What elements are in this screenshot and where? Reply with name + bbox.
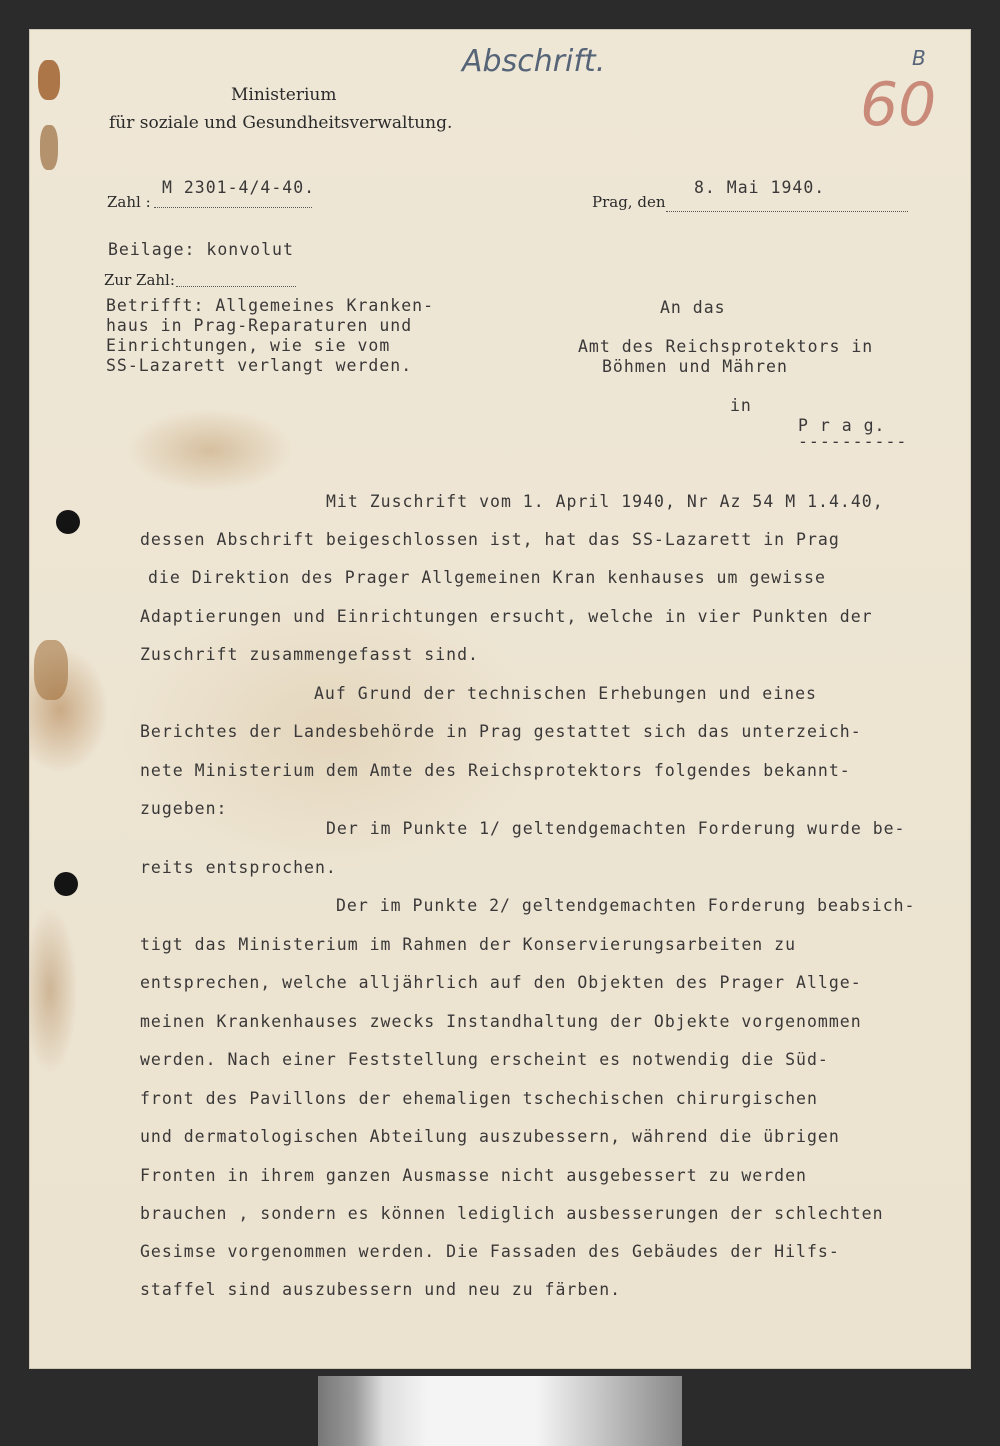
body-line: Berichtes der Landesbehörde in Prag gestattet sich das unterzeich- [140, 722, 862, 741]
body-line: dessen Abschrift beigeschlossen ist, hat das SS-Lazarett in Prag [140, 530, 840, 549]
body-line: und dermatologischen Abteilung auszubessern, während die übrigen [140, 1127, 840, 1146]
document-page [30, 30, 970, 1368]
punch-hole [54, 872, 78, 896]
date-value: 8. Mai 1940. [694, 178, 826, 197]
letterhead-line1: Ministerium [231, 85, 337, 105]
body-line: tigt das Ministerium im Rahmen der Konservierungsarbeiten zu [140, 935, 797, 954]
subject-line: Betrifft: Allgemeines Kranken- [106, 296, 435, 315]
body-line: meinen Krankenhauses zwecks Instandhaltung der Objekte vorgenommen [140, 1012, 862, 1031]
rust-stain [38, 60, 60, 100]
body-line: entsprechen, welche alljährlich auf den Objekten des Prager Allge- [140, 973, 862, 992]
date-dotted-line [666, 211, 908, 212]
addressee-line: in [730, 396, 752, 415]
punch-hole [56, 510, 80, 534]
body-line: reits entsprochen. [140, 858, 337, 877]
addressee-line: An das [660, 298, 726, 317]
body-line: front des Pavillons der ehemaligen tschechischen chirurgischen [140, 1089, 818, 1108]
zahl-value: M 2301-4/4-40. [162, 178, 316, 197]
corner-mark-annotation: B [912, 46, 926, 70]
rust-stain [40, 125, 58, 170]
subject-line: SS-Lazarett verlangt werden. [106, 356, 413, 375]
body-line: Mit Zuschrift vom 1. April 1940, Nr Az 54 M 1.4.40, [326, 492, 884, 511]
addressee-line: Amt des Reichsprotektors in [578, 337, 874, 356]
copy-mark-annotation: Abschrift. [462, 44, 606, 79]
zur-zahl-label: Zur Zahl: [104, 271, 175, 289]
body-line: Gesimse vorgenommen werden. Die Fassaden des Gebäudes der Hilfs- [140, 1242, 840, 1261]
subject-line: haus in Prag-Reparaturen und [106, 316, 413, 335]
body-line: die Direktion des Prager Allgemeinen Kran kenhauses um gewisse [148, 568, 826, 587]
body-line: Fronten in ihrem ganzen Ausmasse nicht ausgebessert zu werden [140, 1166, 807, 1185]
beilage-line: Beilage: konvolut [108, 240, 294, 259]
body-line: brauchen , sondern es können lediglich ausbesserungen der schlechten [140, 1204, 884, 1223]
body-line: Zuschrift zusammengefasst sind. [140, 645, 479, 664]
rust-stain [34, 640, 68, 700]
scan-calibration-strip [318, 1376, 682, 1446]
addressee-line: Böhmen und Mähren [602, 357, 788, 376]
body-line: staffel sind auszubessern und neu zu färben. [140, 1280, 622, 1299]
body-line: Auf Grund der technischen Erhebungen und eines [314, 684, 817, 703]
body-line: Der im Punkte 2/ geltendgemachten Forderung beabsich- [336, 896, 916, 915]
addressee-city: P r a g. [798, 416, 886, 435]
place-date-label: Prag, den [592, 193, 666, 211]
page-number-annotation: 60 [860, 70, 937, 140]
body-line: Adaptierungen und Einrichtungen ersucht, welche in vier Punkten der [140, 607, 873, 626]
letterhead-line2: für soziale und Gesundheitsverwaltung. [109, 113, 453, 133]
zur-zahl-dotted-line [176, 286, 296, 287]
body-line: nete Ministerium dem Amte des Reichsprotektors folgendes bekannt- [140, 761, 851, 780]
zahl-label: Zahl : [107, 193, 151, 211]
addressee-underline: ---------- [798, 432, 908, 451]
zahl-dotted-line [154, 207, 312, 208]
subject-line: Einrichtungen, wie sie vom [106, 336, 391, 355]
body-line: Der im Punkte 1/ geltendgemachten Forderung wurde be- [326, 819, 906, 838]
body-line: werden. Nach einer Feststellung erscheint es notwendig die Süd- [140, 1050, 829, 1069]
body-line: zugeben: [140, 799, 228, 818]
